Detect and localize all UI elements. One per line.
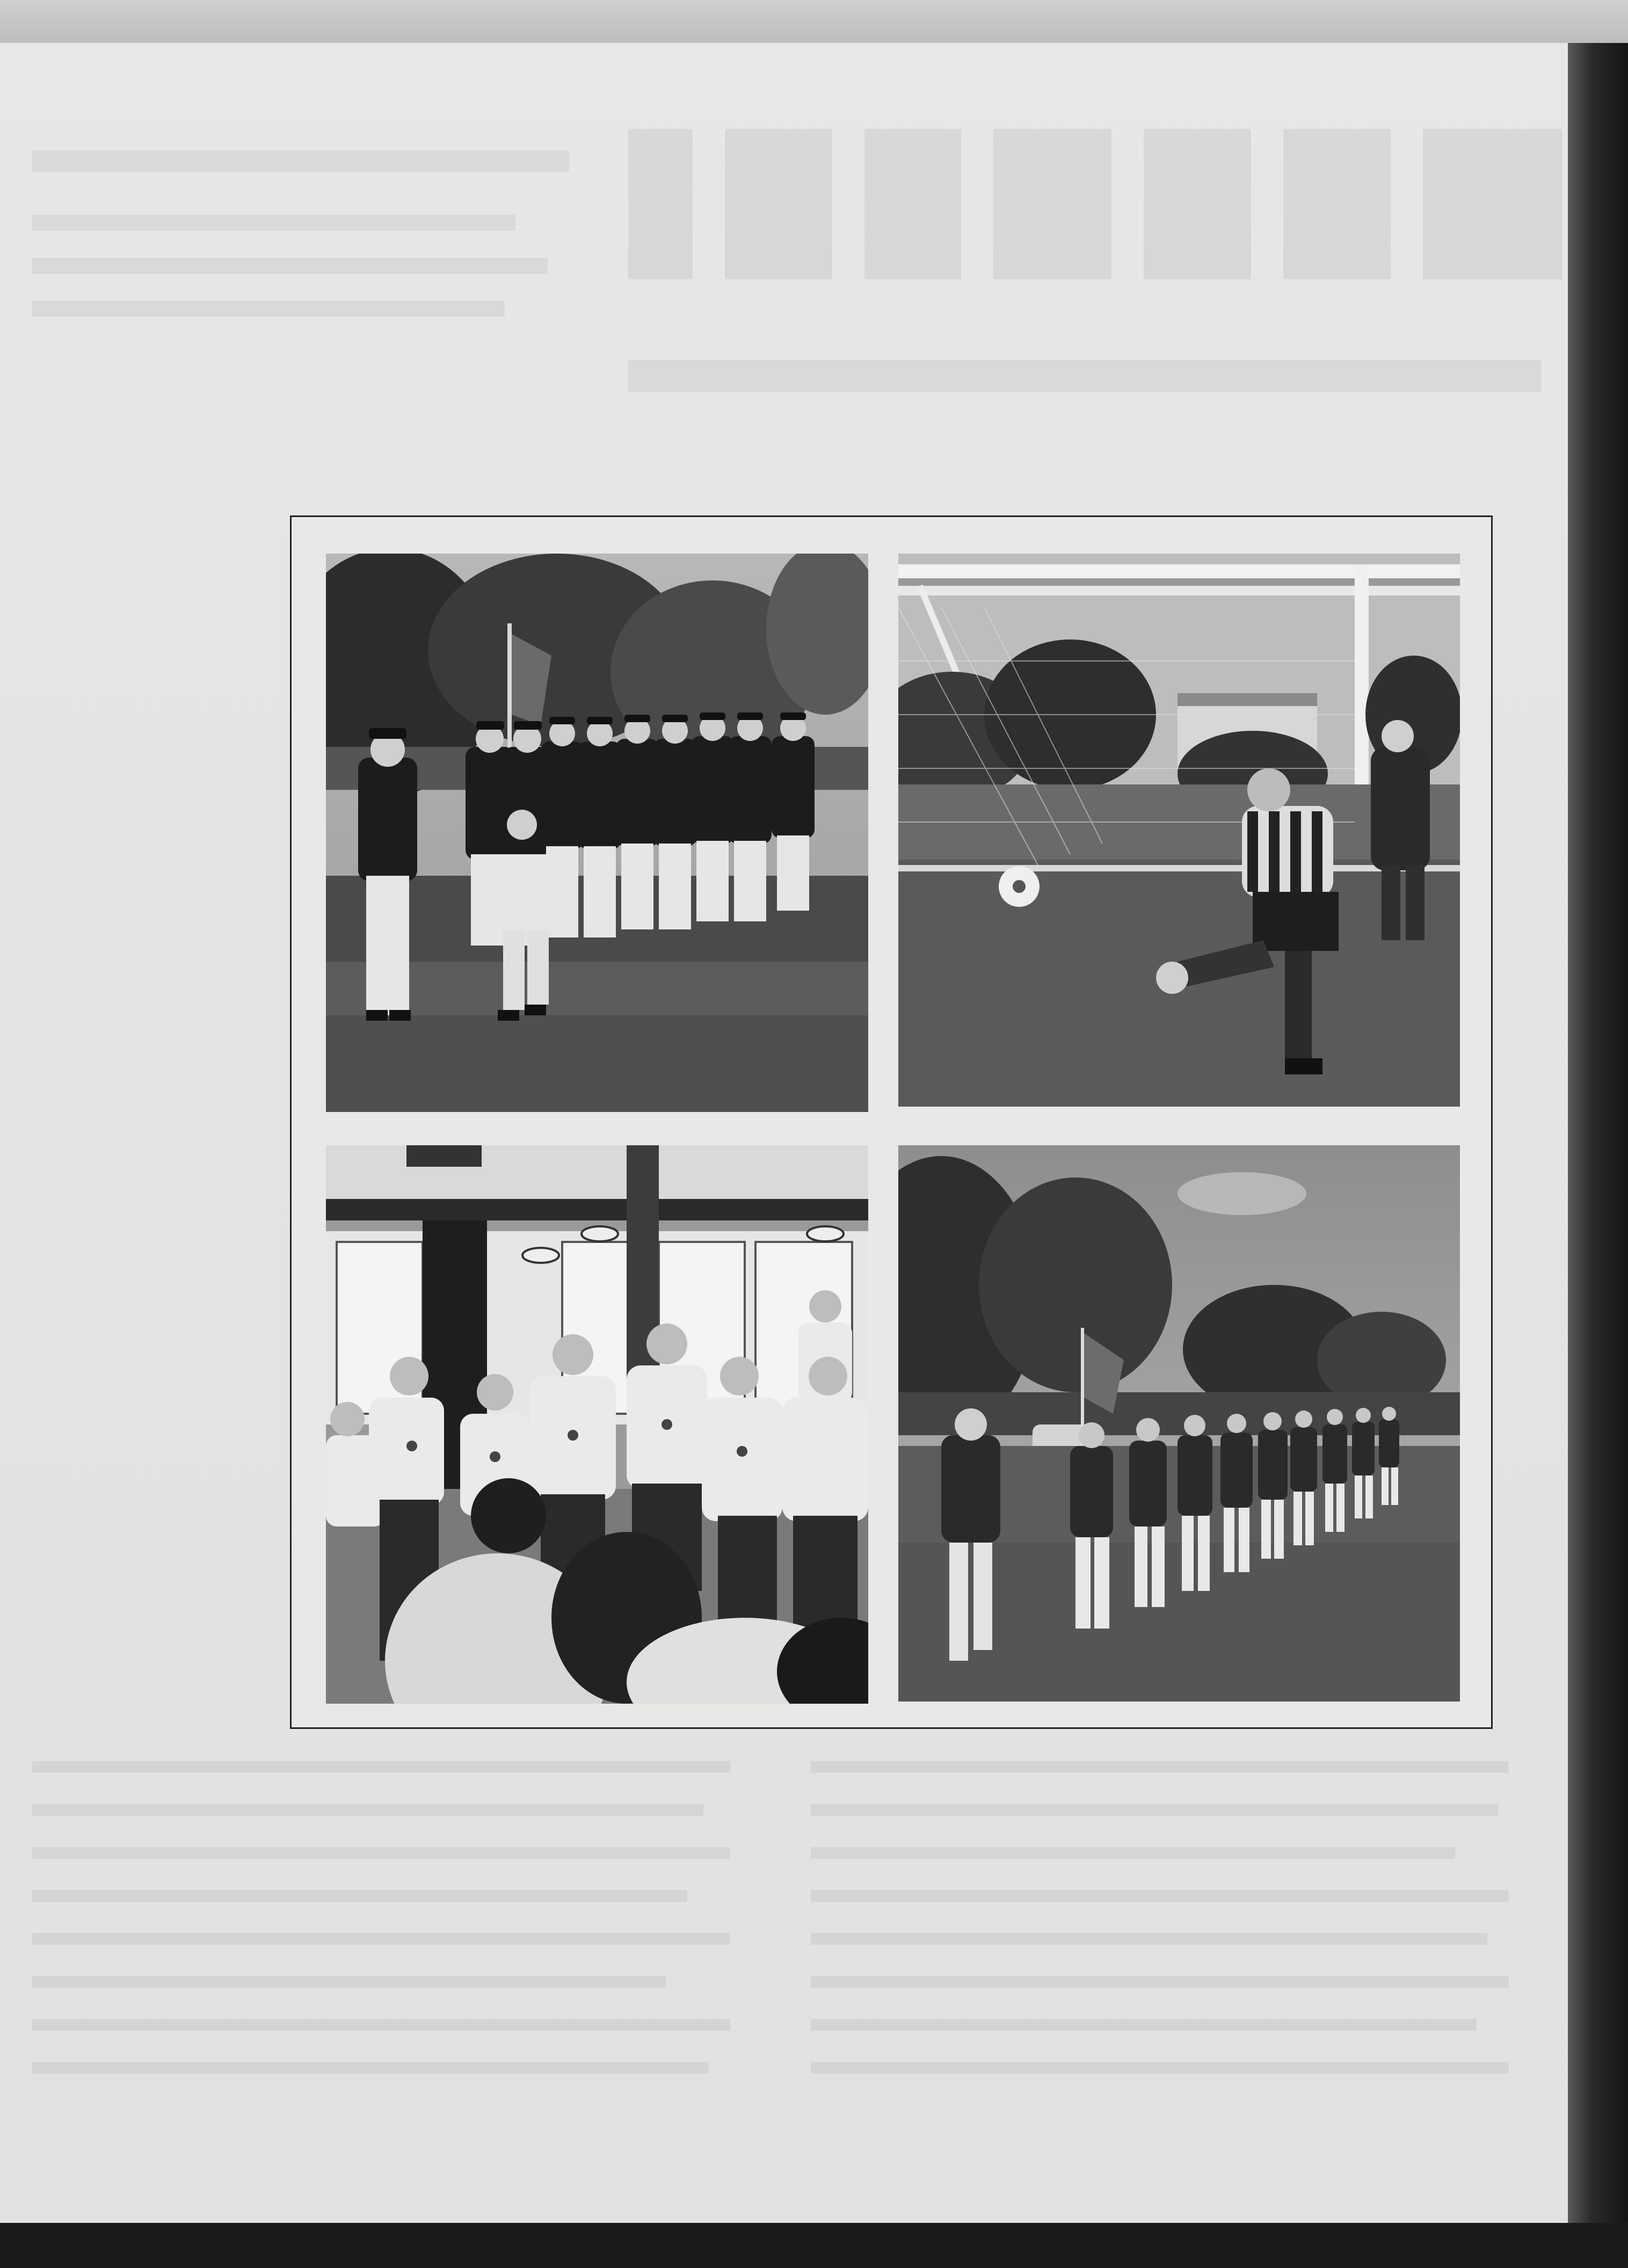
show-through-text-lines: [32, 1761, 1536, 2137]
show-through-title: [617, 107, 1568, 301]
photo-soccer-player-kicking-ball: [898, 554, 1460, 1107]
scan-right-edge: [1568, 43, 1628, 2268]
scan-top-edge: [0, 0, 1628, 43]
show-through-left: [0, 150, 591, 473]
scan-bottom-edge: [0, 2223, 1628, 2268]
photo-cadets-marching-with-flag: [326, 554, 868, 1112]
photo-cadet-parade-on-field: [898, 1145, 1460, 1702]
show-through-subtitle: [617, 344, 1568, 408]
document-page: [0, 43, 1568, 2223]
photo-panel: [290, 515, 1493, 1729]
photo-cadets-receiving-medals: [326, 1145, 868, 1704]
